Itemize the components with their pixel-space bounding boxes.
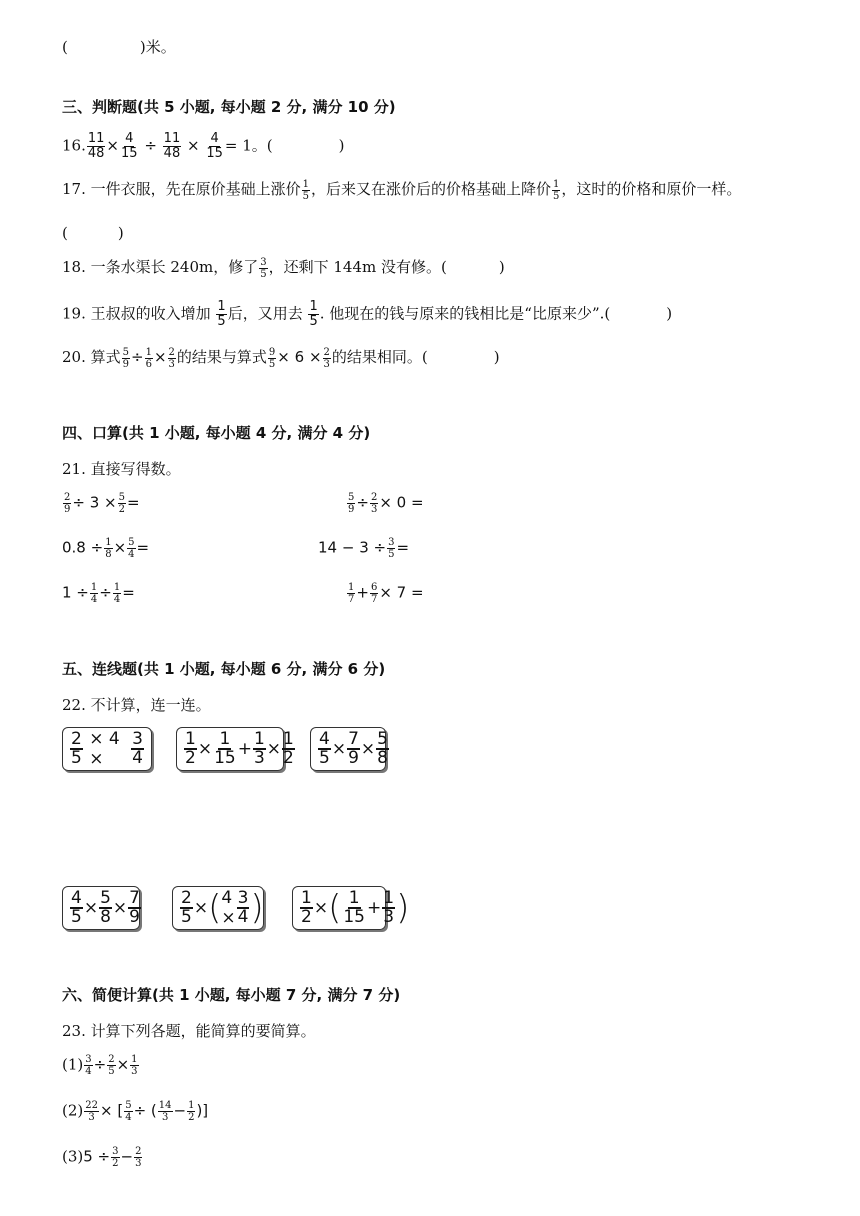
fraction: $\frac{4}{15}$	[206, 131, 223, 161]
fraction: $\frac{11}{48}$	[87, 131, 105, 161]
calc-part-1: (1) $\frac{3}{4}$ ÷ $\frac{2}{5}$ × $\frac{1}{3}$	[62, 1054, 138, 1077]
match-card-bottom-1[interactable]: $\frac{4}{5}$ × $\frac{5}{8}$ × $\frac{7}{9}$	[62, 886, 140, 930]
question-17-answer: ( )	[62, 224, 124, 242]
section-3-title: 三、判断题(共 5 小题, 每小题 2 分, 满分 10 分)	[62, 98, 396, 116]
oral-item-r2b: 14 − 3 ÷ $\frac{3}{5}$ =	[318, 537, 410, 560]
question-17: 17. 一件衣服，先在原价基础上涨价 $\frac{1}{5}$ ，后来又在涨价后的价格基础上降价 $\frac{1}{5}$ ，这时的价格和原价一样。	[62, 178, 742, 202]
fraction: $\frac{1}{5}$	[217, 299, 226, 329]
calc-part-3: (3)5 ÷ $\frac{3}{2}$ − $\frac{2}{3}$	[62, 1146, 142, 1169]
match-card-bottom-2[interactable]: $\frac{2}{5}$ × ( 4 × $\frac{3}{4}$ )	[172, 886, 264, 930]
oral-item-r1a: $\frac{2}{9}$ ÷ 3 × $\frac{5}{2}$ =	[64, 492, 140, 515]
fraction: $\frac{4}{15}$	[120, 131, 138, 161]
match-card-top-1[interactable]: $\frac{2}{5}$ × 4 × $\frac{3}{4}$	[62, 727, 152, 771]
section-4-title: 四、口算(共 1 小题, 每小题 4 分, 满分 4 分)	[62, 424, 371, 442]
question-20: 20. 算式 $\frac{5}{9}$ ÷ $\frac{1}{6}$ × $\frac{2}{3}$ 的结果与算式 $\frac{9}{5}$ × 6 × $\frac{2}{3}$ 的结果相同。( )	[62, 346, 500, 370]
question-16: 16. $\frac{11}{48}$ × $\frac{4}{15}$ ÷ $\frac{11}{48}$ × $\frac{4}{15}$ = 1。( )	[62, 131, 345, 161]
oral-item-r2a: 0.8 ÷ $\frac{1}{8}$ × $\frac{5}{4}$ =	[62, 537, 150, 560]
fraction: $\frac{3}{5}$	[260, 256, 267, 280]
question-18: 18. 一条水渠长 240m，修了 $\frac{3}{5}$ ，还剩下 144m 没有修。( )	[62, 256, 505, 280]
fraction: $\frac{11}{48}$	[163, 131, 181, 161]
question-22: 22. 不计算，连一连。	[62, 696, 211, 714]
oral-item-r3a: 1 ÷ $\frac{1}{4}$ ÷ $\frac{1}{4}$ =	[62, 582, 135, 605]
fraction: $\frac{1}{5}$	[309, 299, 318, 329]
fraction: $\frac{1}{5}$	[302, 178, 309, 202]
section-6-title: 六、简便计算(共 1 小题, 每小题 7 分, 满分 7 分)	[62, 986, 401, 1004]
question-23: 23. 计算下列各题，能简算的要简算。	[62, 1022, 316, 1040]
question-19: 19. 王叔叔的收入增加 $\frac{1}{5}$ 后，又用去 $\frac{1}{5}$ . 他现在的钱与原来的钱相比是“比原来少”.( )	[62, 299, 673, 329]
match-card-bottom-3[interactable]: $\frac{1}{2}$ × ( 1 15 + $\frac{1}{3}$ )	[292, 886, 386, 930]
calc-part-2: (2) $\frac{22}{3}$ × [ $\frac{5}{4}$ ÷ ( $\frac{14}{3}$ − $\frac{1}{2}$ )]	[62, 1100, 209, 1123]
match-card-top-2[interactable]: $\frac{1}{2}$ × $\frac{1}{15}$ + $\frac{1}{3}$ × $\frac{1}{2}$	[176, 727, 284, 771]
oral-item-r3b: $\frac{1}{7}$ + $\frac{6}{7}$ × 7 =	[348, 582, 424, 605]
section-5-title: 五、连线题(共 1 小题, 每小题 6 分, 满分 6 分)	[62, 660, 386, 678]
match-card-top-3[interactable]: $\frac{4}{5}$ × $\frac{7}{9}$ × $\frac{5}{8}$	[310, 727, 386, 771]
question-21: 21. 直接写得数。	[62, 460, 181, 478]
prev-question-tail: ( )米。	[62, 38, 176, 56]
oral-item-r1b: $\frac{5}{9}$ ÷ $\frac{2}{3}$ × 0 =	[348, 492, 424, 515]
fraction: $\frac{1}{5}$	[553, 178, 560, 202]
